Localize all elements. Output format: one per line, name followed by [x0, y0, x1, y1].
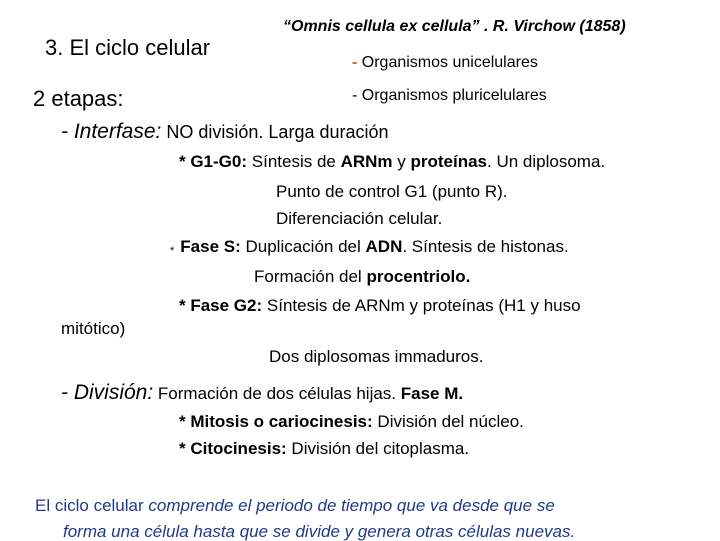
mitosis-text: División del núcleo. [372, 412, 524, 431]
fase-g2-wrap: mitótico) [61, 319, 126, 338]
mitosis-label: * Mitosis o cariocinesis: [179, 412, 373, 431]
division-label: - División: [61, 381, 154, 404]
definition-line-1 [35, 497, 555, 514]
page-title: 3. El ciclo celular [45, 35, 211, 60]
division-fase-m: Fase M. [400, 384, 464, 403]
definition-text-1: comprende el periodo de tiempo que va desde que se [143, 496, 555, 515]
g1-g0-text2: y [392, 152, 411, 171]
unicellular-item [352, 55, 538, 71]
fase-s-text1: Duplicación del [240, 237, 366, 256]
citocinesis-line [179, 440, 469, 457]
fase-g2-text: Síntesis de ARNm y proteínas (H1 y huso [262, 296, 581, 315]
g1-g0-text1: Síntesis de [247, 152, 341, 171]
g1-g0-label: * G1-G0: [179, 152, 248, 171]
g1-g0-checkpoint: Punto de control G1 (punto R). [276, 182, 508, 201]
fase-s-label: Fase S: [180, 237, 241, 256]
fase-s-procentriolo: procentriolo. [366, 267, 471, 286]
citocinesis-text: División del citoplasma. [286, 439, 470, 458]
fase-s-procentriolo-line [254, 268, 470, 285]
fase-g2-diplosomas: Dos diplosomas immaduros. [269, 347, 484, 366]
g1-g0-proteinas: proteínas [410, 152, 488, 171]
interfase-description: NO división. Larga duración [161, 122, 389, 142]
citocinesis-label: * Citocinesis: [179, 439, 287, 458]
virchow-quote: “Omnis cellula ex cellula” . R. Virchow (1858) [283, 18, 626, 35]
fase-g2-line [179, 297, 581, 314]
g1-g0-line [179, 153, 605, 170]
interfase-line [61, 121, 389, 142]
g1-g0-differentiation: Diferenciación celular. [276, 209, 443, 228]
fase-g2-label: * Fase G2: [179, 296, 263, 315]
fase-s-line2-text: Formación del [254, 267, 367, 286]
mitosis-line [179, 413, 524, 430]
fase-s-adn: ADN [365, 237, 403, 256]
pluricellular-item: - Organismos pluricelulares [352, 87, 547, 104]
definition-term: El ciclo celular [35, 496, 144, 515]
fase-s-line [170, 238, 569, 257]
division-text: Formación de dos células hijas. [153, 384, 401, 403]
g1-g0-arnm: ARNm [340, 152, 393, 171]
stages-heading: 2 etapas: [33, 86, 124, 111]
division-line [61, 382, 463, 403]
fase-s-asterisk: * [170, 245, 175, 257]
fase-s-text2: . Síntesis de histonas. [402, 237, 569, 256]
unicellular-dash: - [352, 54, 358, 71]
unicellular-label: Organismos unicelulares [357, 54, 538, 71]
g1-g0-text3: . Un diplosoma. [487, 152, 606, 171]
interfase-label: - Interfase: [61, 120, 162, 143]
definition-line-2: forma una célula hasta que se divide y genera otras células nuevas. [63, 522, 576, 541]
